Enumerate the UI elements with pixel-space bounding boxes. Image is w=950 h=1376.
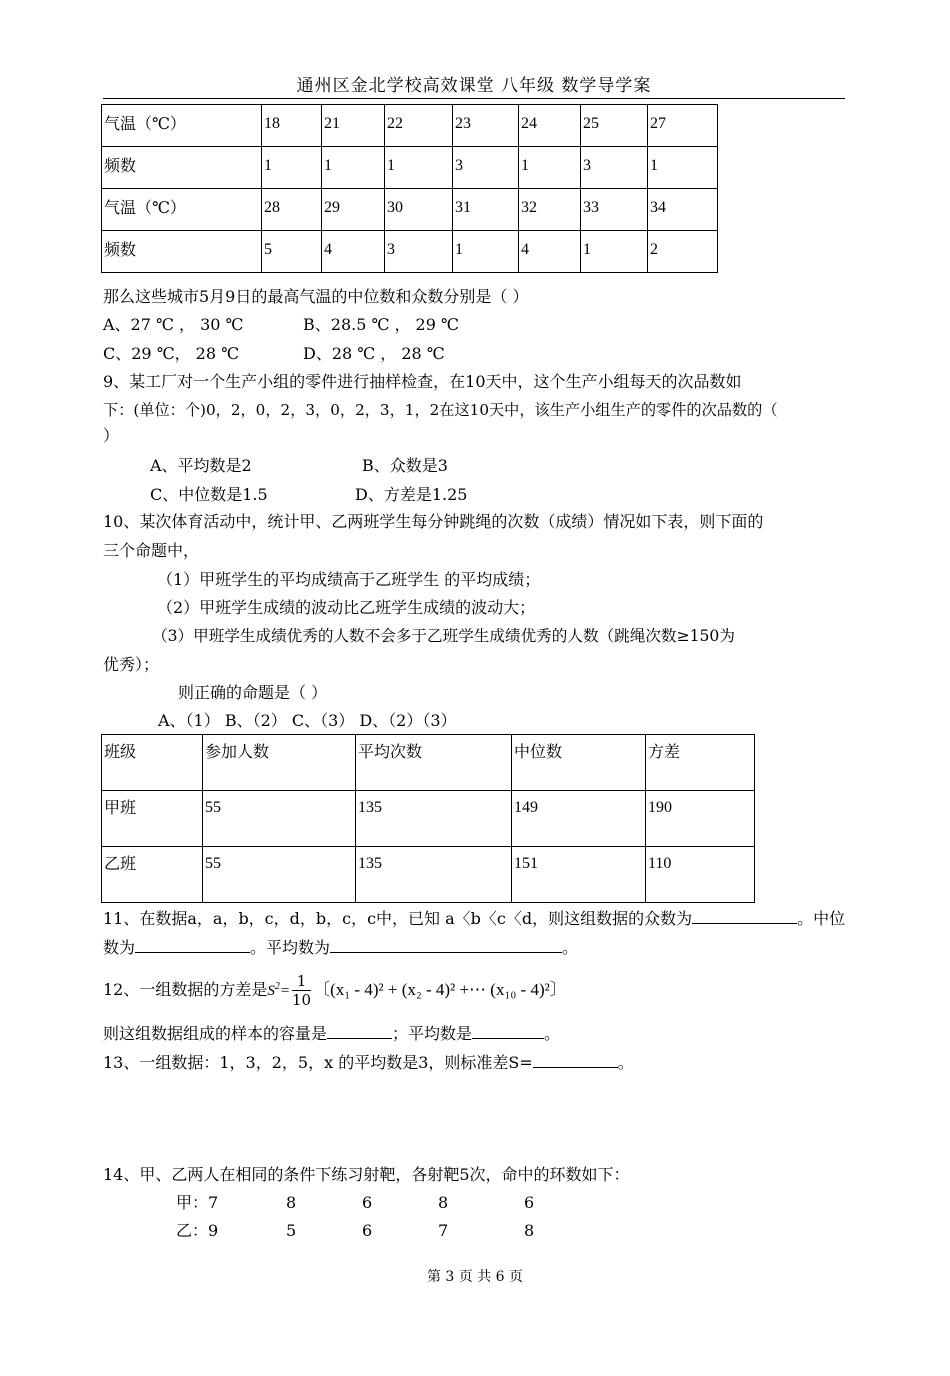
table-cell: 151 <box>512 847 646 903</box>
table-cell: 27 <box>648 105 718 147</box>
column-header: 方差 <box>646 735 755 791</box>
table-row <box>102 735 755 791</box>
table-cell: 1 <box>648 147 718 189</box>
q13-text: 13、一组数据：1，3，2，5，x 的平均数是3，则标准差S= <box>103 1053 533 1072</box>
q12-text-size: 则这组数据组成的样本的容量是 <box>103 1024 328 1043</box>
table-cell: 3 <box>453 147 519 189</box>
table-cell: 21 <box>322 105 385 147</box>
q14-yi-score: 5 <box>286 1221 297 1240</box>
table-cell: 29 <box>322 189 385 231</box>
table-cell: 1 <box>262 147 322 189</box>
column-header: 班级 <box>102 735 203 791</box>
table-cell: 32 <box>519 189 581 231</box>
table-cell: 28 <box>262 189 322 231</box>
q11-text-4: 。平均数为 <box>250 938 331 957</box>
table-cell: 135 <box>356 791 512 847</box>
q10-proposition-2: （2）甲班学生成绩的波动比乙班学生成绩的波动大； <box>157 598 536 617</box>
q9-option-d: D、方差是1.25 <box>355 485 468 504</box>
table-row <box>102 231 718 273</box>
q12-formula: 〔(x₁ - 4)² + (x₂ - 4)² +⋯ (x₁₀ - 4)²〕 <box>313 980 567 999</box>
table-cell: 1 <box>581 231 648 273</box>
q9-option-b: B、众数是3 <box>362 456 448 475</box>
row-label-cell: 频数 <box>102 231 262 273</box>
table-row <box>102 147 718 189</box>
q13-std-blank[interactable] <box>533 1051 618 1068</box>
q11-text-1: 11、在数据a，a，b，c，d，b，c，c中，已知 a〈b〈c〈d，则这组数据的众数为 <box>103 909 693 928</box>
q14-text: 14、甲、乙两人在相同的条件下练习射靶，各射靶5次，命中的环数如下： <box>103 1165 630 1184</box>
table-cell: 30 <box>385 189 453 231</box>
q9-option-c: C、中位数是1.5 <box>150 485 268 504</box>
q8-option-b: B、28.5 ℃ ， 29 ℃ <box>303 315 459 334</box>
column-header: 平均次数 <box>356 735 512 791</box>
temperature-frequency-table <box>101 104 718 273</box>
table-cell: 4 <box>519 231 581 273</box>
table-row <box>102 189 718 231</box>
q11-mean-blank[interactable] <box>330 936 562 953</box>
q10-proposition-3b: 优秀）； <box>103 655 160 674</box>
q10-options: A、（1） B、（2） C、（3） D、（2）（3） <box>158 711 457 730</box>
table-cell: 24 <box>519 105 581 147</box>
q12-mean-blank[interactable] <box>472 1022 544 1039</box>
table-row <box>102 847 755 903</box>
row-label-cell: 气温（℃） <box>102 189 262 231</box>
q12-prefix: 12、一组数据的方差是 <box>103 980 268 999</box>
q11-line2 <box>103 936 578 959</box>
q10-proposition-3a: （3）甲班学生成绩优秀的人数不会多于乙班学生成绩优秀的人数（跳绳次数≥150为 <box>152 627 735 645</box>
q8-option-a: A、27 ℃ ， 30 ℃ <box>103 315 244 334</box>
row-label-cell: 乙班 <box>102 847 203 903</box>
q10-ask: 则正确的命题是（ ） <box>178 683 328 702</box>
q13-end: 。 <box>617 1053 634 1072</box>
table-row <box>102 791 755 847</box>
q9-line2: 下：(单位：个)0，2，0，2，3，0，2，3，1，2在这10天中，该生产小组生产的零件的次品数的（ <box>103 401 778 419</box>
table-cell: 3 <box>581 147 648 189</box>
q14-yi-score: 6 <box>362 1221 373 1240</box>
table-cell: 190 <box>646 791 755 847</box>
q12-line1 <box>103 964 567 1010</box>
q12-fraction: $\frac{1}{10}$ <box>292 972 312 1009</box>
table-cell: 34 <box>648 189 718 231</box>
page-header: 通州区金北学校高效课堂 八年级 数学导学案 <box>103 74 845 99</box>
table-cell: 1 <box>453 231 519 273</box>
class-score-table <box>101 734 755 903</box>
q12-s: $S^2=$ <box>267 981 290 999</box>
q14-jia-score: 8 <box>438 1193 449 1212</box>
q8-question: 那么这些城市5月9日的最高气温的中位数和众数分别是（ ） <box>103 287 529 306</box>
q10-line1: 10、某次体育活动中，统计甲、乙两班学生每分钟跳绳的次数（成绩）情况如下表，则下面的 <box>103 512 764 531</box>
q14-jia-score: 6 <box>524 1193 535 1212</box>
table-cell: 23 <box>453 105 519 147</box>
table-cell: 18 <box>262 105 322 147</box>
table-cell: 55 <box>203 791 356 847</box>
q8-option-c: C、29 ℃， 28 ℃ <box>103 344 240 363</box>
table-cell: 33 <box>581 189 648 231</box>
q10-proposition-1: （1）甲班学生的平均成绩高于乙班学生 的平均成绩； <box>157 570 541 589</box>
table-cell: 55 <box>203 847 356 903</box>
q12-text-end: 。 <box>544 1024 561 1043</box>
table-cell: 135 <box>356 847 512 903</box>
table-cell: 4 <box>322 231 385 273</box>
table-cell: 2 <box>648 231 718 273</box>
q11-mode-blank[interactable] <box>692 907 797 924</box>
row-label-cell: 气温（℃） <box>102 105 262 147</box>
q12-line2 <box>103 1022 560 1045</box>
table-cell: 31 <box>453 189 519 231</box>
q14-jia-label: 甲：7 <box>176 1193 219 1212</box>
table-cell: 110 <box>646 847 755 903</box>
q9-line1: 9、某工厂对一个生产小组的零件进行抽样检查，在10天中，这个生产小组每天的次品数如 <box>103 372 742 391</box>
q8-option-d: D、28 ℃ ， 28 ℃ <box>303 344 445 363</box>
page-footer: 第 3 页 共 6 页 <box>426 1269 524 1285</box>
q12-text-mean: ；平均数是 <box>392 1024 473 1043</box>
q14-jia-score: 8 <box>286 1193 297 1212</box>
q11-median-blank[interactable] <box>135 936 250 953</box>
table-cell: 1 <box>385 147 453 189</box>
q11-text-5: 。 <box>562 938 579 957</box>
q11-line1 <box>103 907 845 930</box>
q14-yi-score: 8 <box>524 1221 535 1240</box>
q14-yi-score: 7 <box>438 1221 449 1240</box>
q11-text-2: 。中位 <box>797 909 846 928</box>
row-label-cell: 频数 <box>102 147 262 189</box>
q9-option-a: A、平均数是2 <box>150 456 252 475</box>
table-cell: 1 <box>519 147 581 189</box>
table-cell: 25 <box>581 105 648 147</box>
q14-yi-label: 乙：9 <box>176 1221 219 1240</box>
q10-line2: 三个命题中， <box>103 541 200 560</box>
column-header: 中位数 <box>512 735 646 791</box>
table-cell: 22 <box>385 105 453 147</box>
table-cell: 3 <box>385 231 453 273</box>
row-label-cell: 甲班 <box>102 791 203 847</box>
table-cell: 5 <box>262 231 322 273</box>
q11-text-3: 数为 <box>103 938 136 957</box>
table-cell: 1 <box>322 147 385 189</box>
q14-jia-score: 6 <box>362 1193 373 1212</box>
table-cell: 149 <box>512 791 646 847</box>
q12-size-blank[interactable] <box>327 1022 392 1039</box>
column-header: 参加人数 <box>203 735 356 791</box>
q9-line3: ） <box>103 426 120 445</box>
q13-line <box>103 1051 634 1074</box>
table-row <box>102 105 718 147</box>
